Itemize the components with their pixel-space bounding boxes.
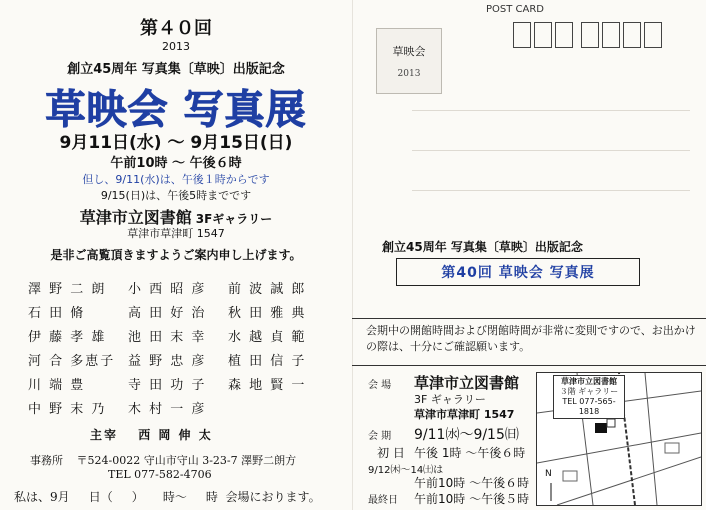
member-row — [28, 326, 328, 350]
first-day-label: 初 日 — [377, 446, 405, 460]
organizer-label: 主宰 — [90, 428, 119, 442]
map-building — [665, 443, 679, 453]
invitation-front — [0, 0, 352, 510]
map-title: 草津市立図書館 — [561, 377, 617, 386]
address-line — [412, 150, 690, 151]
venue-name: 草津市立図書館 — [79, 208, 192, 227]
postal-code-box — [602, 22, 620, 48]
member-row — [28, 374, 328, 398]
venue-info — [368, 372, 519, 393]
notice-box: 会期中の開館時間および閉館時間が非常に変則ですので、お出かけの際は、十分にご確認願います。 — [352, 318, 706, 366]
period-info — [368, 424, 519, 444]
member-name: 高 田 好 治 — [128, 306, 207, 321]
venue-name: 草津市立図書館 — [414, 374, 520, 392]
library-marker — [595, 423, 607, 433]
map-building — [563, 471, 577, 481]
postal-code-box — [581, 22, 599, 48]
member-name — [228, 398, 328, 422]
stamp-year: 2013 — [397, 69, 421, 79]
venue-address: 草津市草津町 1547 — [414, 408, 515, 421]
member-row — [28, 302, 328, 326]
map-road — [537, 433, 701, 463]
opening-day-note: 但し、9/11(水)は、午後１時からです — [82, 173, 270, 186]
map-road — [645, 373, 657, 505]
member-row — [28, 350, 328, 374]
member-name: 木 村 一 彦 — [128, 402, 207, 417]
exhibition-hours: 午前10時 ～ 午後６時 — [110, 156, 242, 171]
post-card-label: POST CARD — [486, 4, 545, 15]
venue-address: 草津市草津町 1547 — [127, 227, 225, 240]
last-day-info — [368, 490, 529, 507]
middle-days-label: 9/12㈭～14㈯は — [368, 465, 444, 476]
office-info — [30, 452, 296, 468]
sender-stamp — [376, 28, 442, 94]
venue-floor: 3Fギャラリー — [195, 212, 273, 226]
member-name: 前 波 誠 郎 — [228, 282, 307, 297]
member-name: 秋 田 雅 典 — [228, 306, 307, 321]
map-floor: ３階 ギャラリー — [559, 387, 619, 396]
member-name: 澤 野 二 朗 — [28, 282, 107, 297]
period-label: 会 期 — [368, 431, 392, 442]
invitation-message: 是非ご高覧頂きますようご案内申し上げます。 — [50, 248, 302, 262]
office-tel: TEL 077-582-4706 — [108, 468, 212, 481]
middle-days-hours: 午前10時 ～午後６時 — [414, 476, 530, 490]
member-name: 川 端 豊 — [28, 378, 86, 393]
north-label: N — [545, 469, 552, 479]
office-label: 事務所 — [30, 454, 63, 467]
anniversary-subtitle: 創立45周年 写真集〔草映〕出版記念 — [67, 62, 285, 77]
member-name: 池 田 末 幸 — [128, 330, 207, 345]
closing-day-note: 9/15(日)は、午後5時までです — [100, 189, 252, 202]
period-dates: 9/11㈬～9/15㈰ — [414, 427, 519, 443]
address-line — [412, 110, 690, 111]
organizer-name: 西 岡 伸 太 — [138, 428, 213, 442]
postcard-back — [352, 0, 706, 510]
member-name: 小 西 昭 彦 — [128, 282, 207, 297]
member-list — [28, 278, 328, 422]
member-name: 河 合 多恵子 — [28, 354, 116, 369]
member-name: 植 田 信 子 — [228, 354, 307, 369]
map-label-box — [553, 375, 625, 419]
edition-label: 第４０回 — [140, 18, 212, 39]
postal-code-box — [513, 22, 531, 48]
member-row — [28, 398, 328, 422]
postal-code-box — [555, 22, 573, 48]
map-road — [557, 457, 701, 505]
exhibition-title: 草映会 写真展 — [45, 87, 307, 133]
first-day-hours: 午後 1時 ～午後６時 — [414, 446, 526, 460]
parking-marker — [607, 419, 615, 427]
postal-code-box — [623, 22, 641, 48]
map-tel: TEL 077-565-1818 — [562, 397, 616, 416]
member-name: 伊 藤 孝 雄 — [28, 330, 107, 345]
stamp-name: 草映会 — [392, 45, 426, 58]
postal-code-box — [534, 22, 552, 48]
attendance-line: 私は、9月 日（ ） 時～ 時 会場におります。 — [14, 490, 321, 504]
address-line — [412, 190, 690, 191]
organizer — [90, 426, 213, 443]
member-name: 水 越 貞 範 — [228, 330, 307, 345]
member-name: 中 野 末 乃 — [28, 402, 107, 417]
boxed-exhibition-title: 第40回 草映会 写真展 — [396, 258, 640, 286]
exhibition-dates: 9月11日(水) ～ 9月15日(日) — [59, 133, 293, 153]
last-day-label: 最終日 — [368, 495, 398, 506]
postal-code-box — [644, 22, 662, 48]
year-label: 2013 — [162, 40, 190, 53]
anniversary-subtitle: 創立45周年 写真集〔草映〕出版記念 — [382, 240, 583, 254]
office-address: 〒524-0022 守山市守山 3-23-7 澤野二朗方 — [76, 454, 297, 467]
venue-label: 会 場 — [368, 380, 392, 391]
access-map — [536, 372, 702, 506]
first-day-info — [368, 444, 525, 461]
member-name: 石 田 脩 — [28, 306, 86, 321]
member-name: 森 地 賢 一 — [228, 378, 307, 393]
last-day-hours: 午前10時 ～午後５時 — [414, 492, 530, 506]
postal-code-boxes — [513, 22, 665, 48]
member-name: 益 野 忠 彦 — [128, 354, 207, 369]
venue-floor: 3F ギャラリー — [414, 393, 486, 406]
member-name: 寺 田 功 子 — [128, 378, 207, 393]
member-row — [28, 278, 328, 302]
